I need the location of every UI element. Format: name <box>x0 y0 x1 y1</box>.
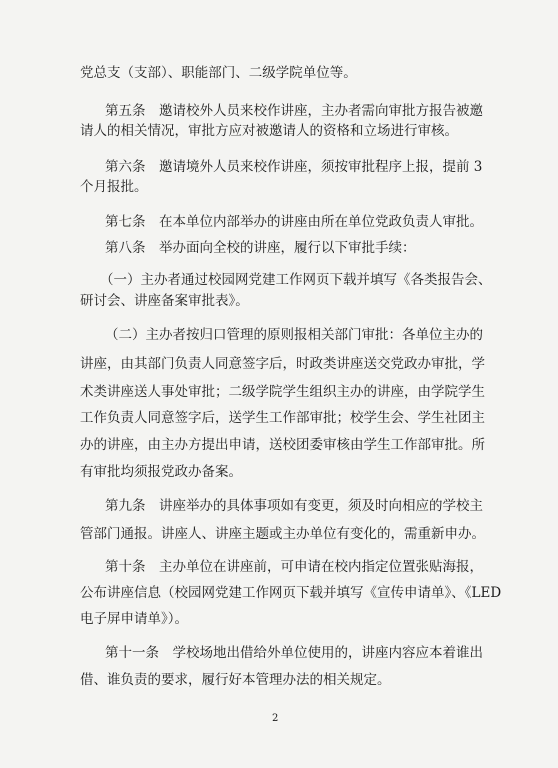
text-line: （一）主办者通过校园网党建工作网页下载并填写《各类报告会、 <box>100 272 492 288</box>
text-line: 有审批均须报党政办备案。 <box>80 464 242 480</box>
text-line: 术类讲座送人事处审批；二级学院学生组织主办的讲座，由学院学生 <box>80 384 485 400</box>
text-line: 第五条 邀请校外人员来校作讲座，主办者需向审批方报告被邀 <box>105 103 483 119</box>
text-line: 公布讲座信息（校园网党建工作网页下载并填写《宣传申请单》、《LED <box>80 585 502 601</box>
text-line: 管部门通报。讲座人、讲座主题或主办单位有变化的，需重新申办。 <box>80 526 485 542</box>
text-line: 借、谁负责的要求，履行好本管理办法的相关规定。 <box>80 672 391 688</box>
text-line: 讲座，由其部门负责人同意签字后，时政类讲座送交党政办审批，学 <box>80 356 485 372</box>
text-line: （二）主办者按归口管理的原则报相关部门审批：各单位主办的 <box>105 327 483 343</box>
text-line: 请人的相关情况，审批方应对被邀请人的资格和立场进行审核。 <box>80 123 458 139</box>
text-line: 研讨会、讲座备案审批表》。 <box>80 293 249 309</box>
text-line: 第六条 邀请境外人员来校作讲座，须按审批程序上报，提前 3 <box>105 159 483 175</box>
text-line: 工作负责人同意签字后，送学生工作部审批；校学生会、学生社团主 <box>80 410 485 426</box>
text-line: 党总支（支部）、职能部门、二级学院单位等。 <box>80 65 357 81</box>
text-line: 办的讲座，由主办方提出申请，送校团委审核由学生工作部审批。所 <box>80 437 485 453</box>
page-number: 2 <box>272 713 279 724</box>
text-line: 第十一条 学校场地出借给外单位使用的，讲座内容应本着谁出 <box>105 645 483 661</box>
text-line: 第七条 在本单位内部举办的讲座由所在单位党政负责人审批。 <box>105 214 483 230</box>
text-line: 电子屏申请单》）。 <box>80 611 188 627</box>
text-line: 第九条 讲座举办的具体事项如有变更，须及时向相应的学校主 <box>105 498 483 514</box>
text-line: 个月报批。 <box>80 179 148 195</box>
text-line: 第十条 主办单位在讲座前，可申请在校内指定位置张贴海报， <box>105 559 483 575</box>
text-line: 第八条 举办面向全校的讲座，履行以下审批手续： <box>105 240 416 256</box>
